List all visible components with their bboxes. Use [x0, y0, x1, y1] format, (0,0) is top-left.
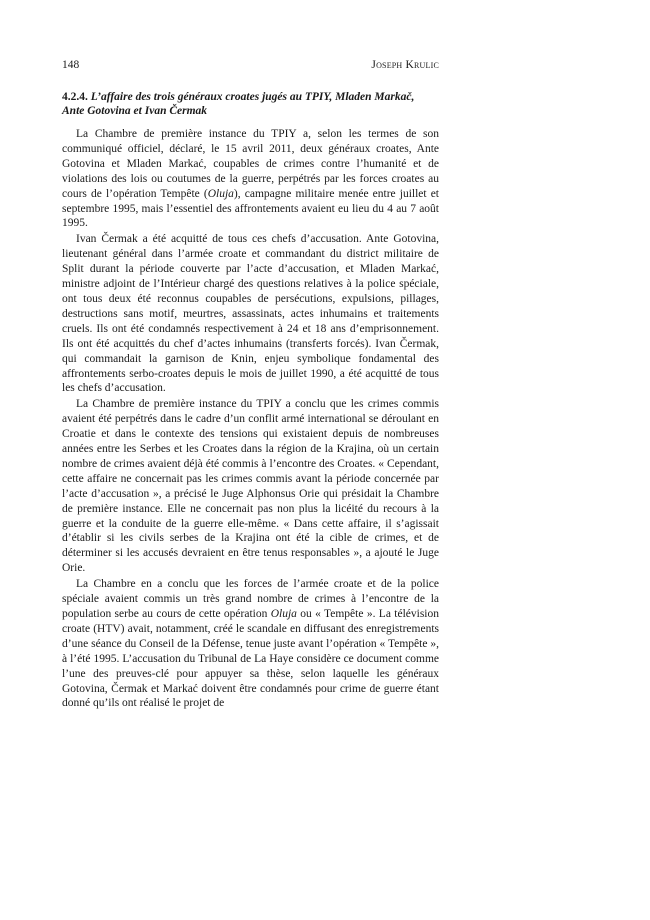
paragraph-3: La Chambre de première instance du TPIY a conclu que les crimes commis avaient été perpétrés dans le cadre d’un conflit armé international se déroulant en Croatie et dans le contexte des tensions qui existaient depuis de nombreuses années entre les Serbes et les Croates dans la région de la Krajina, où un certain nombre de crimes avaient déjà été commis à l’encontre des Croates. « Cependant, cette affaire ne concernait pas les crimes commis avant la période concernée par l’acte d’accusation », a précisé le Juge Alphonsus Orie qui présidait la Chambre de première instance. Elle ne concernait pas non plus la licéité du recours à la guerre et la conduite de la guerre elle-même. « Dans cette affaire, il s’agissait d’établir si les civils serbes de la Krajina ont été la cible de crimes, et de déterminer si les accusés devraient en être tenus responsables », a ajouté le Juge Orie. — [62, 398, 439, 575]
paragraph-1 — [62, 127, 439, 231]
running-head: Joseph Krulic — [371, 59, 439, 71]
page-number: 148 — [62, 59, 80, 71]
section-title: L’affaire des trois généraux croates jugés au TPIY, Mladen Markač, Ante Gotovina et Ivan Čermak — [62, 91, 415, 117]
paragraph-4-text-a: La Chambre en a conclu que les forces de l’armée croate et de la police spéciale avaient commis un très grand nombre de crimes à l’encontre de la population serbe au cours de cette opération — [62, 578, 439, 620]
paragraph-1-italic: Oluja — [207, 187, 234, 200]
paragraph-4-text-c: ou « Tempête ». La télévision croate (HTV) avait, notamment, créé le scandale en diffusant des enregistrements d’une séance du Conseil de la Défense, tenue juste avant l’opération « Tempête », à l’été 1995. L’accusation du Tribunal de La Haye considère ce document comme l’une des preuves-clé pour appuyer sa thèse, selon laquelle les généraux Gotovina, Čermak et Markać doivent être condamnés pour crime de guerre étant donné qu’ils ont réalisé le projet de — [62, 608, 440, 710]
paragraph-1-text-c: ), campagne militaire menée entre juillet et septembre 1995, mais l’essentiel des affrontements avaient eu lieu du 4 au 7 août 1995. — [62, 187, 439, 230]
section-number: 4.2.4. — [62, 91, 88, 103]
paragraph-4-italic: Oluja — [270, 608, 297, 620]
body-text — [62, 127, 439, 711]
paragraph-4 — [62, 577, 439, 711]
paragraph-1-text-a: La Chambre de première instance du TPIY a, selon les termes de son communiqué officiel, déclaré, le 15 avril 2011, deux généraux croates, Ante Gotovina et Mladen Markać, coupables de crimes contre l’humanité et de violations des lois ou coutumes de la guerre, perpétrés par les forces croates au cours de l’opération Tempête ( — [62, 128, 439, 200]
paragraph-2: Ivan Čermak a été acquitté de tous ces chefs d’accusation. Ante Gotovina, lieutenant général dans l’armée croate et commandant du district militaire de Split durant la période couverte par l’acte d’accusation, et Mladen Markać, ministre adjoint de l’Intérieur chargé des questions relatives à la police spéciale, ont tous deux été reconnus coupables de persécutions, expulsions, pillages, destructions sans motif, meurtres, assassinats, actes inhumains et traitements cruels. Ils ont été condamnés respectivement à 24 et 18 ans d’emprisonnement. Ils ont été acquittés du chef d’actes inhumains (transferts forcés). Ivan Čermak, qui commandait la garnison de Knin, enjeu symbolique fondamental des affrontements serbo-croates depuis le mois de juillet 1990, a été acquitté de tous les chefs d’accusation. — [62, 233, 439, 395]
section-heading — [62, 90, 439, 118]
